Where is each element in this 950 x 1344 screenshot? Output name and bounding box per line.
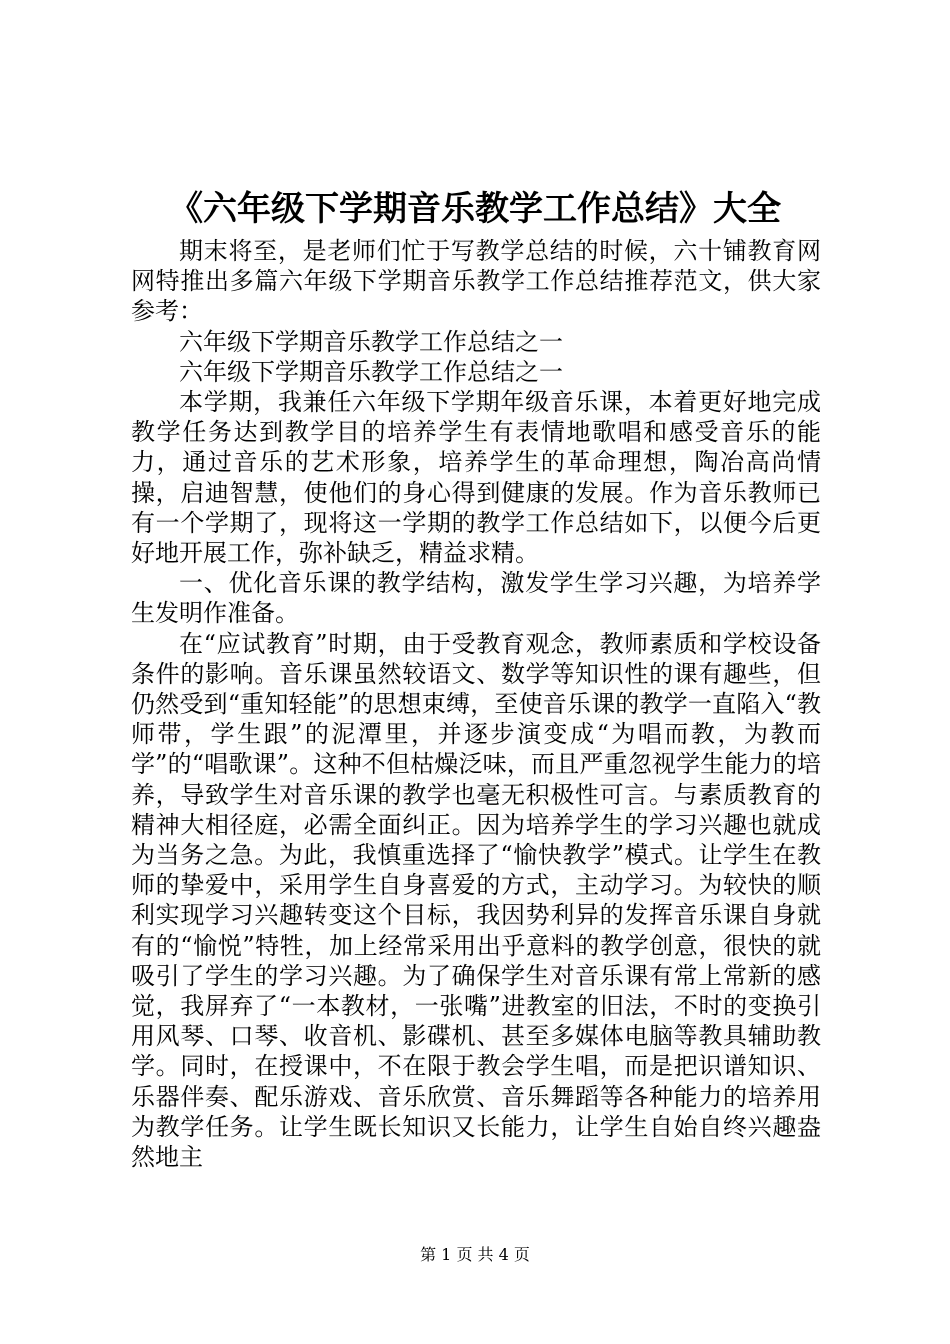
paragraph-heading: 六年级下学期音乐教学工作总结之一 [179,327,563,356]
paragraph: 在“应试教育”时期，由于受教育观念，教师素质和学校设备条件的影响。音乐课虽然较语文、数学等知识性的课有趣些，但仍然受到“重知轻能”的思想束缚，至使音乐课的教学一直陷入“教师带，学生跟”的泥潭里，并逐步演变成“为唱而教，为教而学”的“唱歌课”。这种不但枯燥泛味，而且严重忽视学生能力的培养，导致学生对音乐课的教学也毫无积极性可言。与素质教育的精神大相径庭，必需全面纠正。因为培养学生的学习兴趣也就成为当务之急。为此，我慎重选择了“愉快教学”模式。让学生在教师的挚爱中，采用学生自身喜爱的方式，主动学习。为较快的顺利实现学习兴趣转变这个目标，我因势利异的发挥音乐课自身就有的“愉悦”特牲，加上经常采用出乎意料的教学创意，很快的就吸引了学生的学习兴趣。为了确保学生对音乐课有常上常新的感觉，我屏弃了“一本教材，一张嘴”进教室的旧法，不时的变换引用风琴、口琴、收音机、影碟机、甚至多媒体电脑等教具辅助教学。同时，在授课中，不在限于教会学生唱，而是把识谱知识、乐器伴奏、配乐游戏、音乐欣赏、音乐舞蹈等各种能力的培养用为教学任务。让学生既长知识又长能力，让学生自始自终兴趣盎然地主 [131,629,821,1172]
paragraph: 本学期，我兼任六年级下学期年级音乐课，本着更好地完成教学任务达到教学目的培养学生有表情地歌唱和感受音乐的能力，通过音乐的艺术形象，培养学生的革命理想，陶冶高尚情操，启迪智慧，使他们的身心得到健康的发展。作为音乐教师已有一个学期了，现将这一学期的教学工作总结如下，以便今后更好地开展工作，弥补缺乏，精益求精。 [131,388,821,568]
paragraph-heading: 六年级下学期音乐教学工作总结之一 [179,357,563,386]
document-body [131,236,821,1172]
document-title: 《六年级下学期音乐教学工作总结》大全 [169,189,781,229]
paragraph-intro: 期末将至，是老师们忙于写教学总结的时候，六十铺教育网网特推出多篇六年级下学期音乐教学工作总结推荐范文，供大家参考： [131,237,821,326]
paragraph-section-heading: 一、优化音乐课的教学结构，激发学生学习兴趣，为培养学生发明作准备。 [131,569,821,628]
page-footer: 第 1 页 共 4 页 [420,1245,530,1264]
